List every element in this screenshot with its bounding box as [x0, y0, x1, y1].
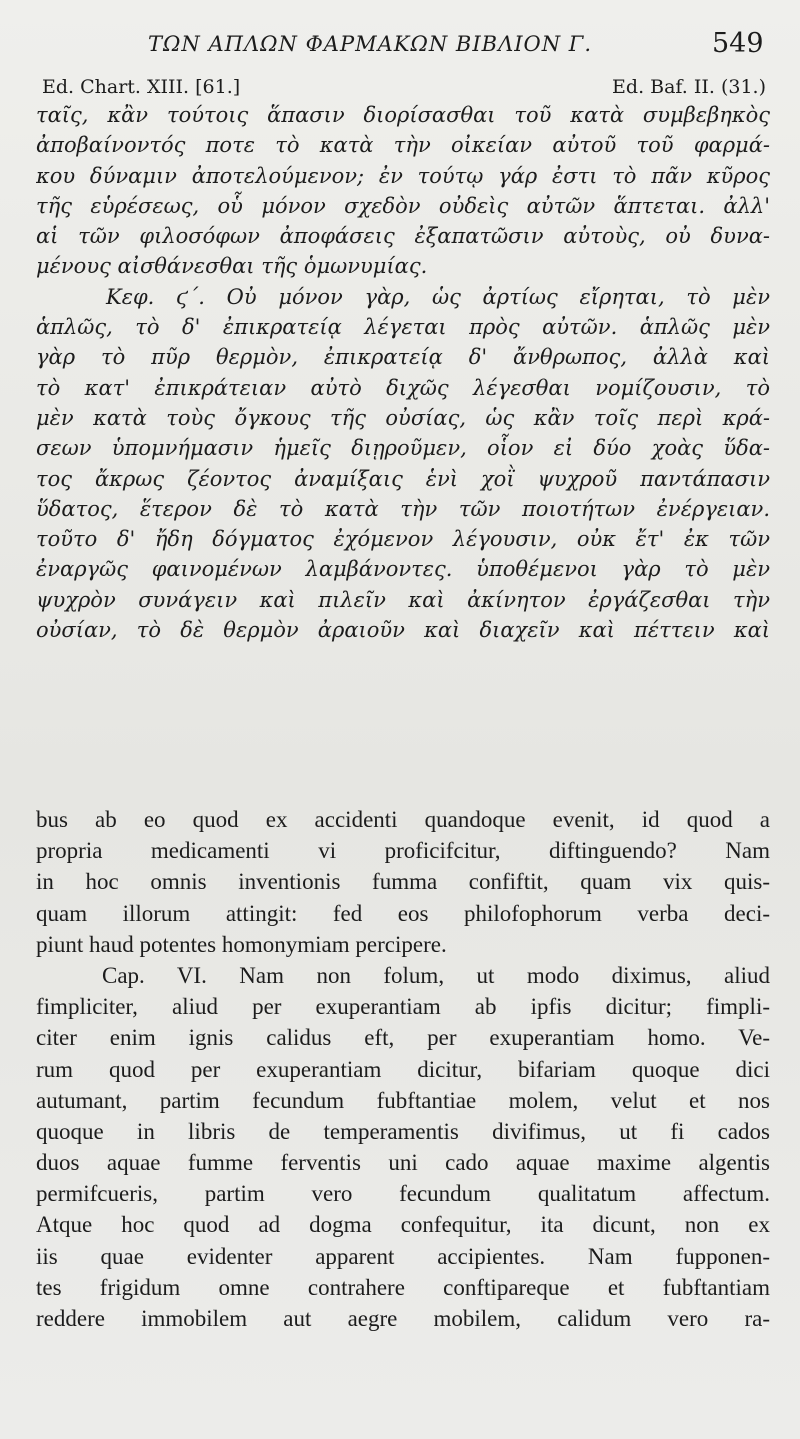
greek-line: ψυχρὸν συνάγειν καὶ πιλεῖν καὶ ἀκίνητον ἐργάζεσθαι τὴν: [36, 587, 770, 612]
running-head-title: ΤΩΝ ΑΠΛΩΝ ΦΑΡΜΑΚΩΝ ΒΙΒΛΙΟΝ Γ.: [148, 32, 593, 56]
greek-line: τος ἄκρως ζέοντος ἀναμίξαις ἑνὶ χοῒ ψυχροῦ παντάπασιν: [36, 466, 770, 491]
greek-line: ἐναργῶς φαινομένων λαμβάνοντες. ὑποθέμενοι γὰρ τὸ μὲν: [36, 557, 770, 582]
latin-chapter-heading-line: Cap. VI. Nam non folum, ut modo diximus, aliud: [102, 962, 770, 988]
greek-line: τῆς εὑρέσεως, οὗ μόνον σχεδὸν οὐδεὶς αὐτῶν ἅπτεται. ἀλλ': [36, 193, 770, 218]
greek-line: σεων ὑπομνήμασιν ἡμεῖς διῃροῦμεν, οἷον εἰ δύο χοὰς ὕδα-: [36, 436, 770, 461]
latin-line: rum quod per exuperantiam dicitur, bifariam quoque dici: [36, 1056, 770, 1082]
latin-line: permifcueris, partim vero fecundum qualitatum affectum.: [36, 1181, 770, 1207]
running-head: [0, 28, 800, 64]
greek-line: μὲν κατὰ τοὺς ὄγκους τῆς οὐσίας, ὡς κἂν τοῖς περὶ κρά-: [36, 405, 770, 430]
edition-ref-basel: Ed. Baf. II. (31.): [612, 76, 766, 98]
latin-line: tes frigidum omne contrahere conftipareque et fubftantiam: [36, 1274, 770, 1300]
greek-line: ἀποβαίνοντός ποτε τὸ κατὰ τὴν οἰκείαν αὐτοῦ τοῦ φαρμά-: [36, 133, 770, 158]
greek-line: τοῦτο δ' ἤδη δόγματος ἐχόμενον λέγουσιν, οὐκ ἔτ' ἐκ τῶν: [36, 527, 770, 552]
latin-line: propria medicamenti vi proficifcitur, diftinguendo? Nam: [36, 838, 770, 864]
greek-chapter-heading-line: Κεφ. ϛ΄. Οὐ μόνον γὰρ, ὡς ἀρτίως εἴρηται, τὸ μὲν: [106, 284, 770, 309]
latin-line: citer enim ignis calidus eft, per exuperantiam homo. Ve-: [36, 1025, 770, 1051]
greek-line: ταῖς, κἂν τούτοις ἅπασιν διορίσασθαι τοῦ κατὰ συμβεβηκὸς: [36, 103, 770, 127]
latin-line: quoque in libris de temperamentis divifimus, ut fi cados: [36, 1118, 770, 1144]
greek-line: αἱ τῶν φιλοσόφων ἀποφάσεις ἐξαπατῶσιν αὐτοὺς, οὐ δυνα-: [36, 224, 770, 249]
latin-line: iis quae evidenter apparent accipientes. Nam fupponen-: [36, 1243, 770, 1269]
latin-line: piunt haud potentes homonymiam percipere.: [36, 931, 447, 957]
latin-line: in hoc omnis inventionis fumma confiftit, quam vix quis-: [36, 869, 770, 895]
latin-text-block: [36, 804, 770, 1334]
greek-line: οὐσίαν, τὸ δὲ θερμὸν ἀραιοῦν καὶ διαχεῖν καὶ πέττειν καὶ: [36, 618, 770, 643]
greek-text-block: [36, 100, 770, 645]
greek-line: ὕδατος, ἕτερον δὲ τὸ κατὰ τὴν τῶν ποιοτήτων ἐνέργειαν.: [36, 496, 770, 521]
latin-line: reddere immobilem aut aegre mobilem, calidum vero ra-: [36, 1306, 770, 1331]
greek-line: γὰρ τὸ πῦρ θερμὸν, ἐπικρατείᾳ δ' ἄνθρωπος, ἀλλὰ καὶ: [36, 345, 770, 370]
greek-line: τὸ κατ' ἐπικράτειαν αὐτὸ διχῶς λέγεσθαι νομίζουσιν, τὸ: [36, 375, 770, 400]
edition-ref-chartier: Ed. Chart. XIII. [61.]: [42, 76, 241, 98]
latin-line: bus ab eo quod ex accidenti quandoque evenit, id quod a: [36, 807, 770, 832]
latin-line: quam illorum attingit: fed eos philofophorum verba deci-: [36, 900, 770, 926]
greek-line: μένους αἰσθάνεσθαι τῆς ὁμωνυμίας.: [36, 254, 428, 279]
page-number: 549: [712, 28, 764, 59]
latin-line: duos aquae fumme ferventis uni cado aquae maxime algentis: [36, 1150, 770, 1176]
greek-line: κου δύναμιν ἀποτελούμενον; ἐν τούτῳ γάρ ἐστι τὸ πᾶν κῦρος: [36, 163, 770, 188]
latin-line: autumant, partim fecundum fubftantiae molem, velut et nos: [36, 1087, 770, 1113]
latin-line: Atque hoc quod ad dogma confequitur, ita dicunt, non ex: [36, 1212, 770, 1238]
latin-line: fimpliciter, aliud per exuperantiam ab ipfis dicitur; fimpli-: [36, 994, 770, 1020]
greek-line: ἁπλῶς, τὸ δ' ἐπικρατείᾳ λέγεται πρὸς αὐτῶν. ἁπλῶς μὲν: [36, 315, 770, 340]
